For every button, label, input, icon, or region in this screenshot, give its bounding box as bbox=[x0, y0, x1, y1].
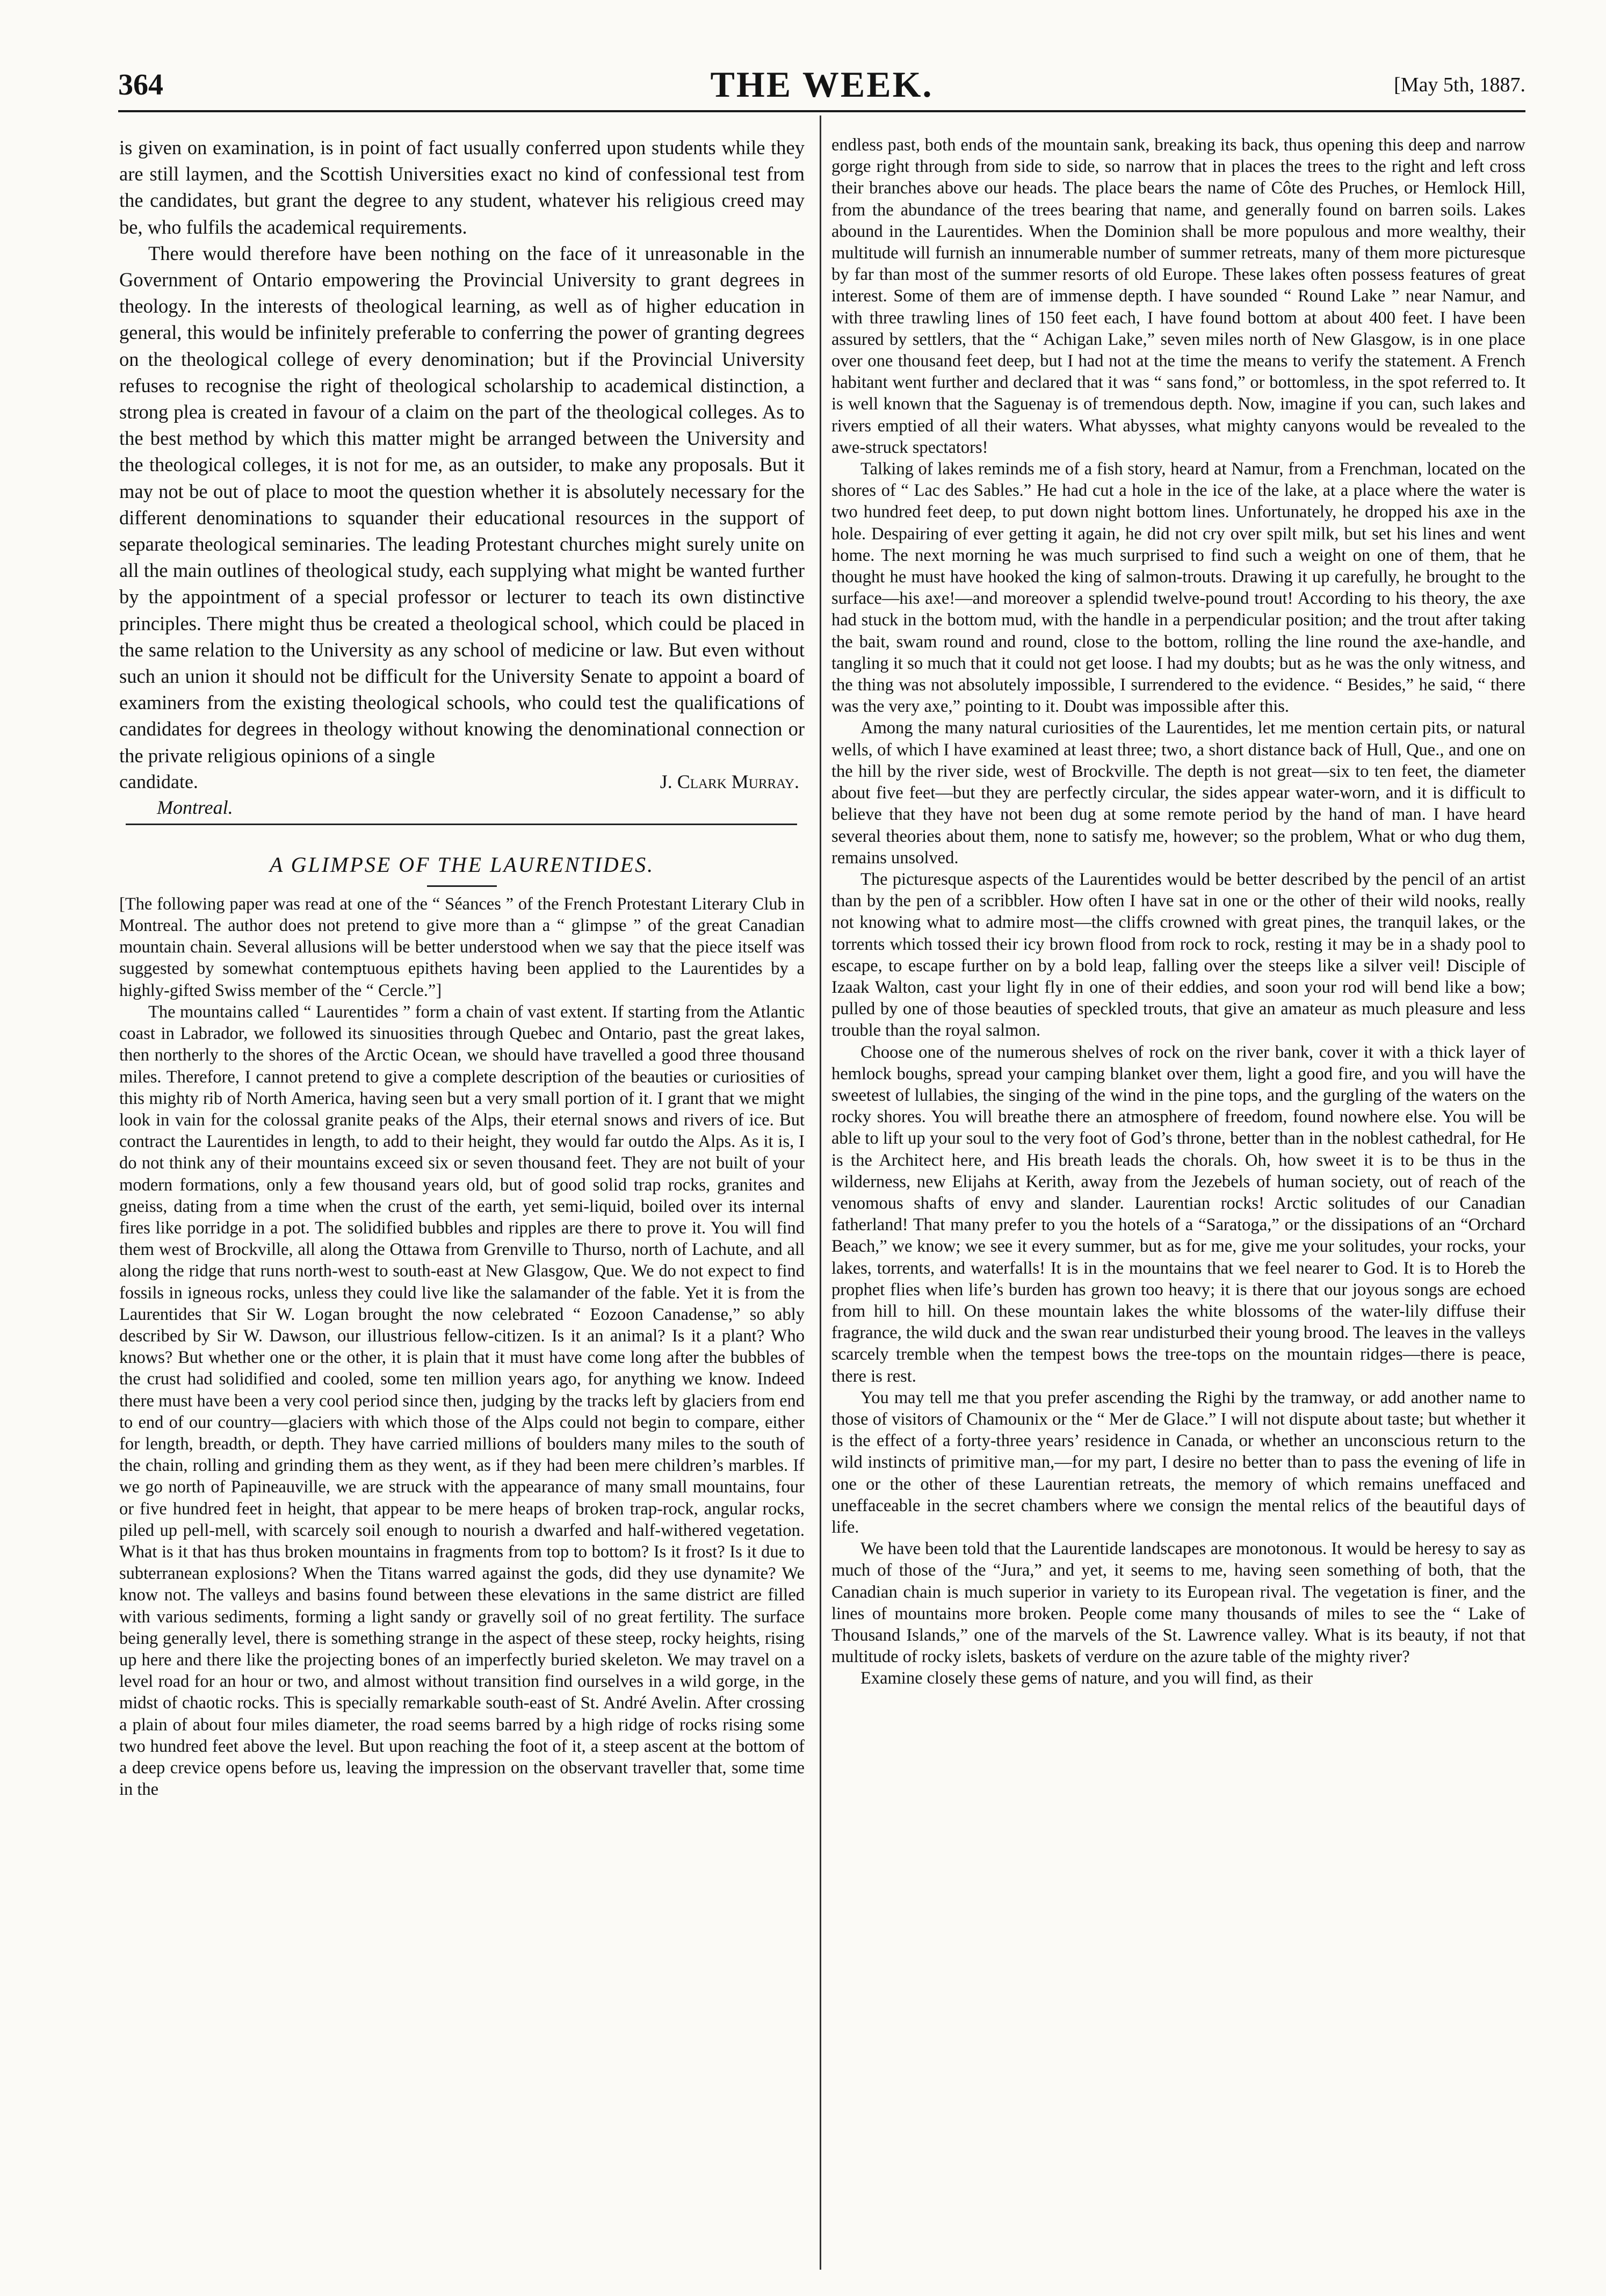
editor-note: [The following paper was read at one of the “ Séances ” of the French Protestant Literary Club in Montreal. The author does not pretend to give more than a “ glimpse ” of the great Canadian mountain chain. Several allusions will be better understood when we say that the piece itself was suggested by somewhat contemptuous epithets having been applied to the Laurentides by a highly-gifted Swiss member of the “ Cercle.”] bbox=[119, 894, 805, 1000]
author-signature: J. Clark Murray. bbox=[660, 770, 799, 792]
paragraph: Choose one of the numerous shelves of rock on the river bank, cover it with a thick layer of hemlock boughs, spread your camping blanket over them, light a good fire, and you will have the sweetest of lullabies, the singing of the wind in the pine tops, and the gurgling of the waters on the rocky shores. You will breathe there an atmosphere of freedom, found nowhere else. You will be able to lift up your soul to the very foot of God’s throne, better than in the noblest cathedral, for He is the Architect here, and His breath leads the chorals. Oh, how sweet it is to be thus in the wilderness, new Elijahs at Kerith, away from the Jezebels of human society, out of reach of the venomous shafts of envy and slander. Laurentian rocks! Arctic solitudes of our Canadian fatherland! That many prefer to you the hotels of a “Saratoga,” or the dissipations of an “Orchard Beach,” we know; we see it every summer, but as for me, give me your solitudes, your rocks, your lakes, torrents, and waterfalls! It is in the mountains that we feel nearer to God. It is to Horeb the prophet flies when life’s burden has grown too heavy; it is there that our joyous songs are echoed from hill to hill. On these mountain lakes the white blossoms of the water-lily diffuse their fragrance, the wild duck and the swan rear undisturbed their young brood. The leaves in the valleys scarcely tremble when the tempest bows the tree-tops on the mountain ridges—there is peace, there is rest. bbox=[831, 1042, 1525, 1386]
masthead bbox=[118, 63, 1525, 106]
title-rule bbox=[427, 885, 497, 887]
signature-line bbox=[119, 769, 805, 795]
paragraph-end: candidate. bbox=[119, 770, 198, 792]
issue-date: [May 5th, 1887. bbox=[1394, 74, 1525, 96]
dateline-place: Montreal. bbox=[157, 796, 233, 818]
header-rule bbox=[118, 110, 1525, 112]
column-divider bbox=[820, 115, 821, 2270]
paragraph: endless past, both ends of the mountain sank, breaking its back, thus opening this deep and narrow gorge right through from side to side, so narrow that in places the trees to the right and left cross their branches above our heads. The place bears the name of Côte des Pruches, or Hemlock Hill, from the abundance of the trees bearing that name, and generally found on barren soils. Lakes abound in the Laurentides. When the Dominion shall be more populous and more wealthy, their multitude will furnish an innumerable number of summer retreats, many of them more picturesque by far than most of the summer resorts of old Europe. These lakes often possess features of great interest. Some of them are of immense depth. I have sounded “ Round Lake ” near Namur, and with three trawling lines of 150 feet each, I have found bottom at about 400 feet. I have been assured by settlers, that the “ Achigan Lake,” seven miles north of New Glasgow, is in one place over one thousand feet deep, but I had not at the time the means to verify the statement. A French habitant went further and declared that it was “ sans fond,” or bottomless, in the spot referred to. It is well known that the Saguenay is of tremendous depth. Now, imagine if you can, such lakes and rivers emptied of all their waters. What abysses, what mighty canyons would be revealed to the awe-struck spectators! bbox=[831, 135, 1525, 457]
paragraph: is given on examination, is in point of fact usually conferred upon students while they are still laymen, and the Scottish Universities exact no kind of confessional test from the candidates, but grant the degree to any student, whatever his religious creed may be, who fulfils the academical requirements. bbox=[119, 136, 805, 238]
paragraph: There would therefore have been nothing on the face of it unreasonable in the Government of Ontario empowering the Provincial University to grant degrees in theology. In the interests of theological learning, as well as of higher education in general, this would be infinitely preferable to conferring the power of granting degrees on the theological college of every denomination; but if the Provincial University refuses to recognise the right of theological scholarship to academical distinction, a strong plea is created in favour of a claim on the part of the theological colleges. As to the best method by which this matter might be arranged between the University and the theological colleges, it is not for me, as an outsider, to make any proposals. But it may not be out of place to moot the question whether it is absolutely necessary for the different denominations to squander their educational resources in the support of separate theological seminaries. The leading Protestant churches might surely unite on all the main outlines of theological study, each supplying what might be wanted further by the appointment of a special professor or lecturer to teach its own distinctive principles. There might thus be created a theological school, which could be placed in the same relation to the University as any school of medicine or law. But even without such an union it should not be difficult for the University Senate to appoint a board of examiners from the existing theological schools, who could test the qualifications of candidates for degrees in theology without knowing the denominational connection or the private religious opinions of a single bbox=[119, 242, 805, 767]
paragraph: Examine closely these gems of nature, and you will find, as their bbox=[860, 1669, 1313, 1688]
article-separator bbox=[126, 824, 797, 825]
right-column bbox=[831, 134, 1525, 1689]
left-column bbox=[119, 134, 805, 1800]
paragraph: You may tell me that you prefer ascending the Righi by the tramway, or add another name to those of visitors of Chamounix or the “ Mer de Glace.” I will not dispute about taste; but whether it is the effect of a forty-three years’ residence in Canada, or whether an unconscious return to the wild instincts of primitive man,—for my part, I desire no better than to pass the evening of life in one or the other of these Laurentian retreats, the memory of which remains uneffaced and uneffaceable in the secret chambers where we consign the mental relics of the beautiful days of life. bbox=[831, 1388, 1525, 1537]
paragraph: We have been told that the Laurentide landscapes are monotonous. It would be heresy to say as much of those of the “Jura,” and yet, it seems to me, having seen something of both, that the Canadian chain is much superior in variety to its European rival. The vegetation is finer, and the lines of mountains more broken. People come many thousands of miles to see the “ Lake of Thousand Islands,” one of the marvels of the St. Lawrence valley. What is its beauty, if not that multitude of rocky islets, baskets of verdure on the azure table of the mighty river? bbox=[831, 1539, 1525, 1667]
article-title: A GLIMPSE OF THE LAURENTIDES. bbox=[269, 852, 655, 877]
paragraph: Among the many natural curiosities of the Laurentides, let me mention certain pits, or natural wells, of which I have examined at least three; two, a short distance back of Hull, Que., and one on the hill by the river side, west of Brockville. The depth is not great—six to ten feet, the diameter about five feet—but they are perfectly circular, the sides appear water-worn, and it is difficult to believe that they have not been dug at some remote period by the hand of man. I have heard several theories about them, none to satisfy me, however; so the problem, What or who dug them, remains unsolved. bbox=[831, 718, 1525, 868]
publication-title: THE WEEK. bbox=[710, 64, 934, 105]
paragraph: The mountains called “ Laurentides ” form a chain of vast extent. If starting from the Atlantic coast in Labrador, we followed its sinuosities through Quebec and Ontario, past the great lakes, then northerly to the shores of the Arctic Ocean, we should have travelled a good three thousand miles. Therefore, I cannot pretend to give a complete description of the beauties or curiosities of this mighty rib of North America, having seen but a very small portion of it. I grant that we might look in vain for the colossal granite peaks of the Alps, their eternal snows and rivers of ice. But contract the Laurentides in length, to add to their height, they would far outdo the Alps. As it is, I do not think any of their mountains exceed six or seven thousand feet. They are not built of your modern formations, only a few thousand years old, but of good solid trap rocks, granites and gneiss, dating from a time when the crust of the earth, yet semi-liquid, boiled over its internal fires like porridge in a pot. The solidified bubbles and ripples are there to prove it. You will find them west of Brockville, all along the Ottawa from Grenville to Thurso, north of Lachute, and all along the ridge that runs north-west to south-east at New Glasgow, Que. We do not expect to find fossils in igneous rocks, unless they could live like the salamander of the fable. Yet it is from the Laurentides that Sir W. Logan brought the now celebrated “ Eozoon Canadense,” so ably described by Sir W. Dawson, our illustrious fellow-citizen. Is it an animal? Is it a plant? Who knows? But whether one or the other, it is plain that it must have come long after the bubbles of the crust had solidified and cooled, some ten million years ago, for anything we know. Indeed there must have been a very cool period since then, judging by the tracks left by glaciers from end to end of our country—glaciers with which those of the Alps could not begin to compare, either for length, breadth, or depth. They have carried millions of boulders many miles to the south of the chain, rolling and grinding them as they went, as if they had been mere children’s marbles. If we go north of Papineauville, we are struck with the appearance of many small mountains, four or five hundred feet in height, that appear to be mere heaps of broken trap-rock, angular rocks, piled up pell-mell, with scarcely soil enough to nourish a dwarfed and half-withered vegetation. What is it that has thus broken mountains in fragments from top to bottom? Is it frost? Is it due to subterranean explosions? When the Titans warred against the gods, did they use dynamite? We know not. The valleys and basins found between these elevations in the same district are filled with various sediments, forming a light sandy or gravelly soil of no great fertility. The surface being generally level, there is something strange in the aspect of these steep, rocky heights, rising up here and there like the projecting bones of an imperfectly buried skeleton. We may travel on a level road for an hour or two, and almost without transition find ourselves in a wild gorge, in the midst of chaotic rocks. This is specially remarkable south-east of St. André Avelin. After crossing a plain of about four miles diameter, the road seems barred by a high ridge of rocks rising some two hundred feet above the level. But upon reaching the foot of it, a steep ascent at the bottom of a deep crevice opens before us, leaving the impression on the observant traveller that, some time in the bbox=[119, 1002, 805, 1800]
paragraph: The picturesque aspects of the Laurentides would be better described by the pencil of an artist than by the pen of a scribbler. How often I have sat in one or the other of their wild nooks, really not knowing what to admire most—the cliffs crowned with great pines, the tranquil lakes, or the torrents which tossed their icy brown flood from rock to rock, resting it may be in a shady pool to escape, to escape further on by a bold leap, falling over the steeps like a silver veil! Disciple of Izaak Walton, cast your light fly in one of their eddies, and soon your rod will bend like a bow; pulled by one of those beauties of speckled trouts, that give an amateur as much pleasure and less trouble than the royal salmon. bbox=[831, 869, 1525, 1041]
page-number: 364 bbox=[118, 68, 163, 102]
paragraph: Talking of lakes reminds me of a fish story, heard at Namur, from a Frenchman, located on the shores of “ Lac des Sables.” He had cut a hole in the ice of the lake, at a place where the water is two hundred feet deep, to put down night bottom lines. Unfortunately, he dropped his axe in the hole. Despairing of ever getting it again, he did not cry over spilt milk, but set his lines and went home. The next morning he was much surprised to find such a weight on one of them, that he thought he must have hooked the king of salmon-trouts. Drawing it up carefully, he brought to the surface—his axe!—and moreover a splendid twelve-pound trout! According to his theory, the axe had stuck in the bottom mud, with the handle in a perpendicular position; and the trout after taking the bait, swam round and round, close to the bottom, rolling the line round the axe-handle, and tangling it so much that it could not get loose. I had my doubts; but as he was the only witness, and the thing was not absolutely impossible, I surrendered to the evidence. “ Besides,” he said, “ there was the very axe,” pointing to it. Doubt was impossible after this. bbox=[831, 459, 1525, 717]
